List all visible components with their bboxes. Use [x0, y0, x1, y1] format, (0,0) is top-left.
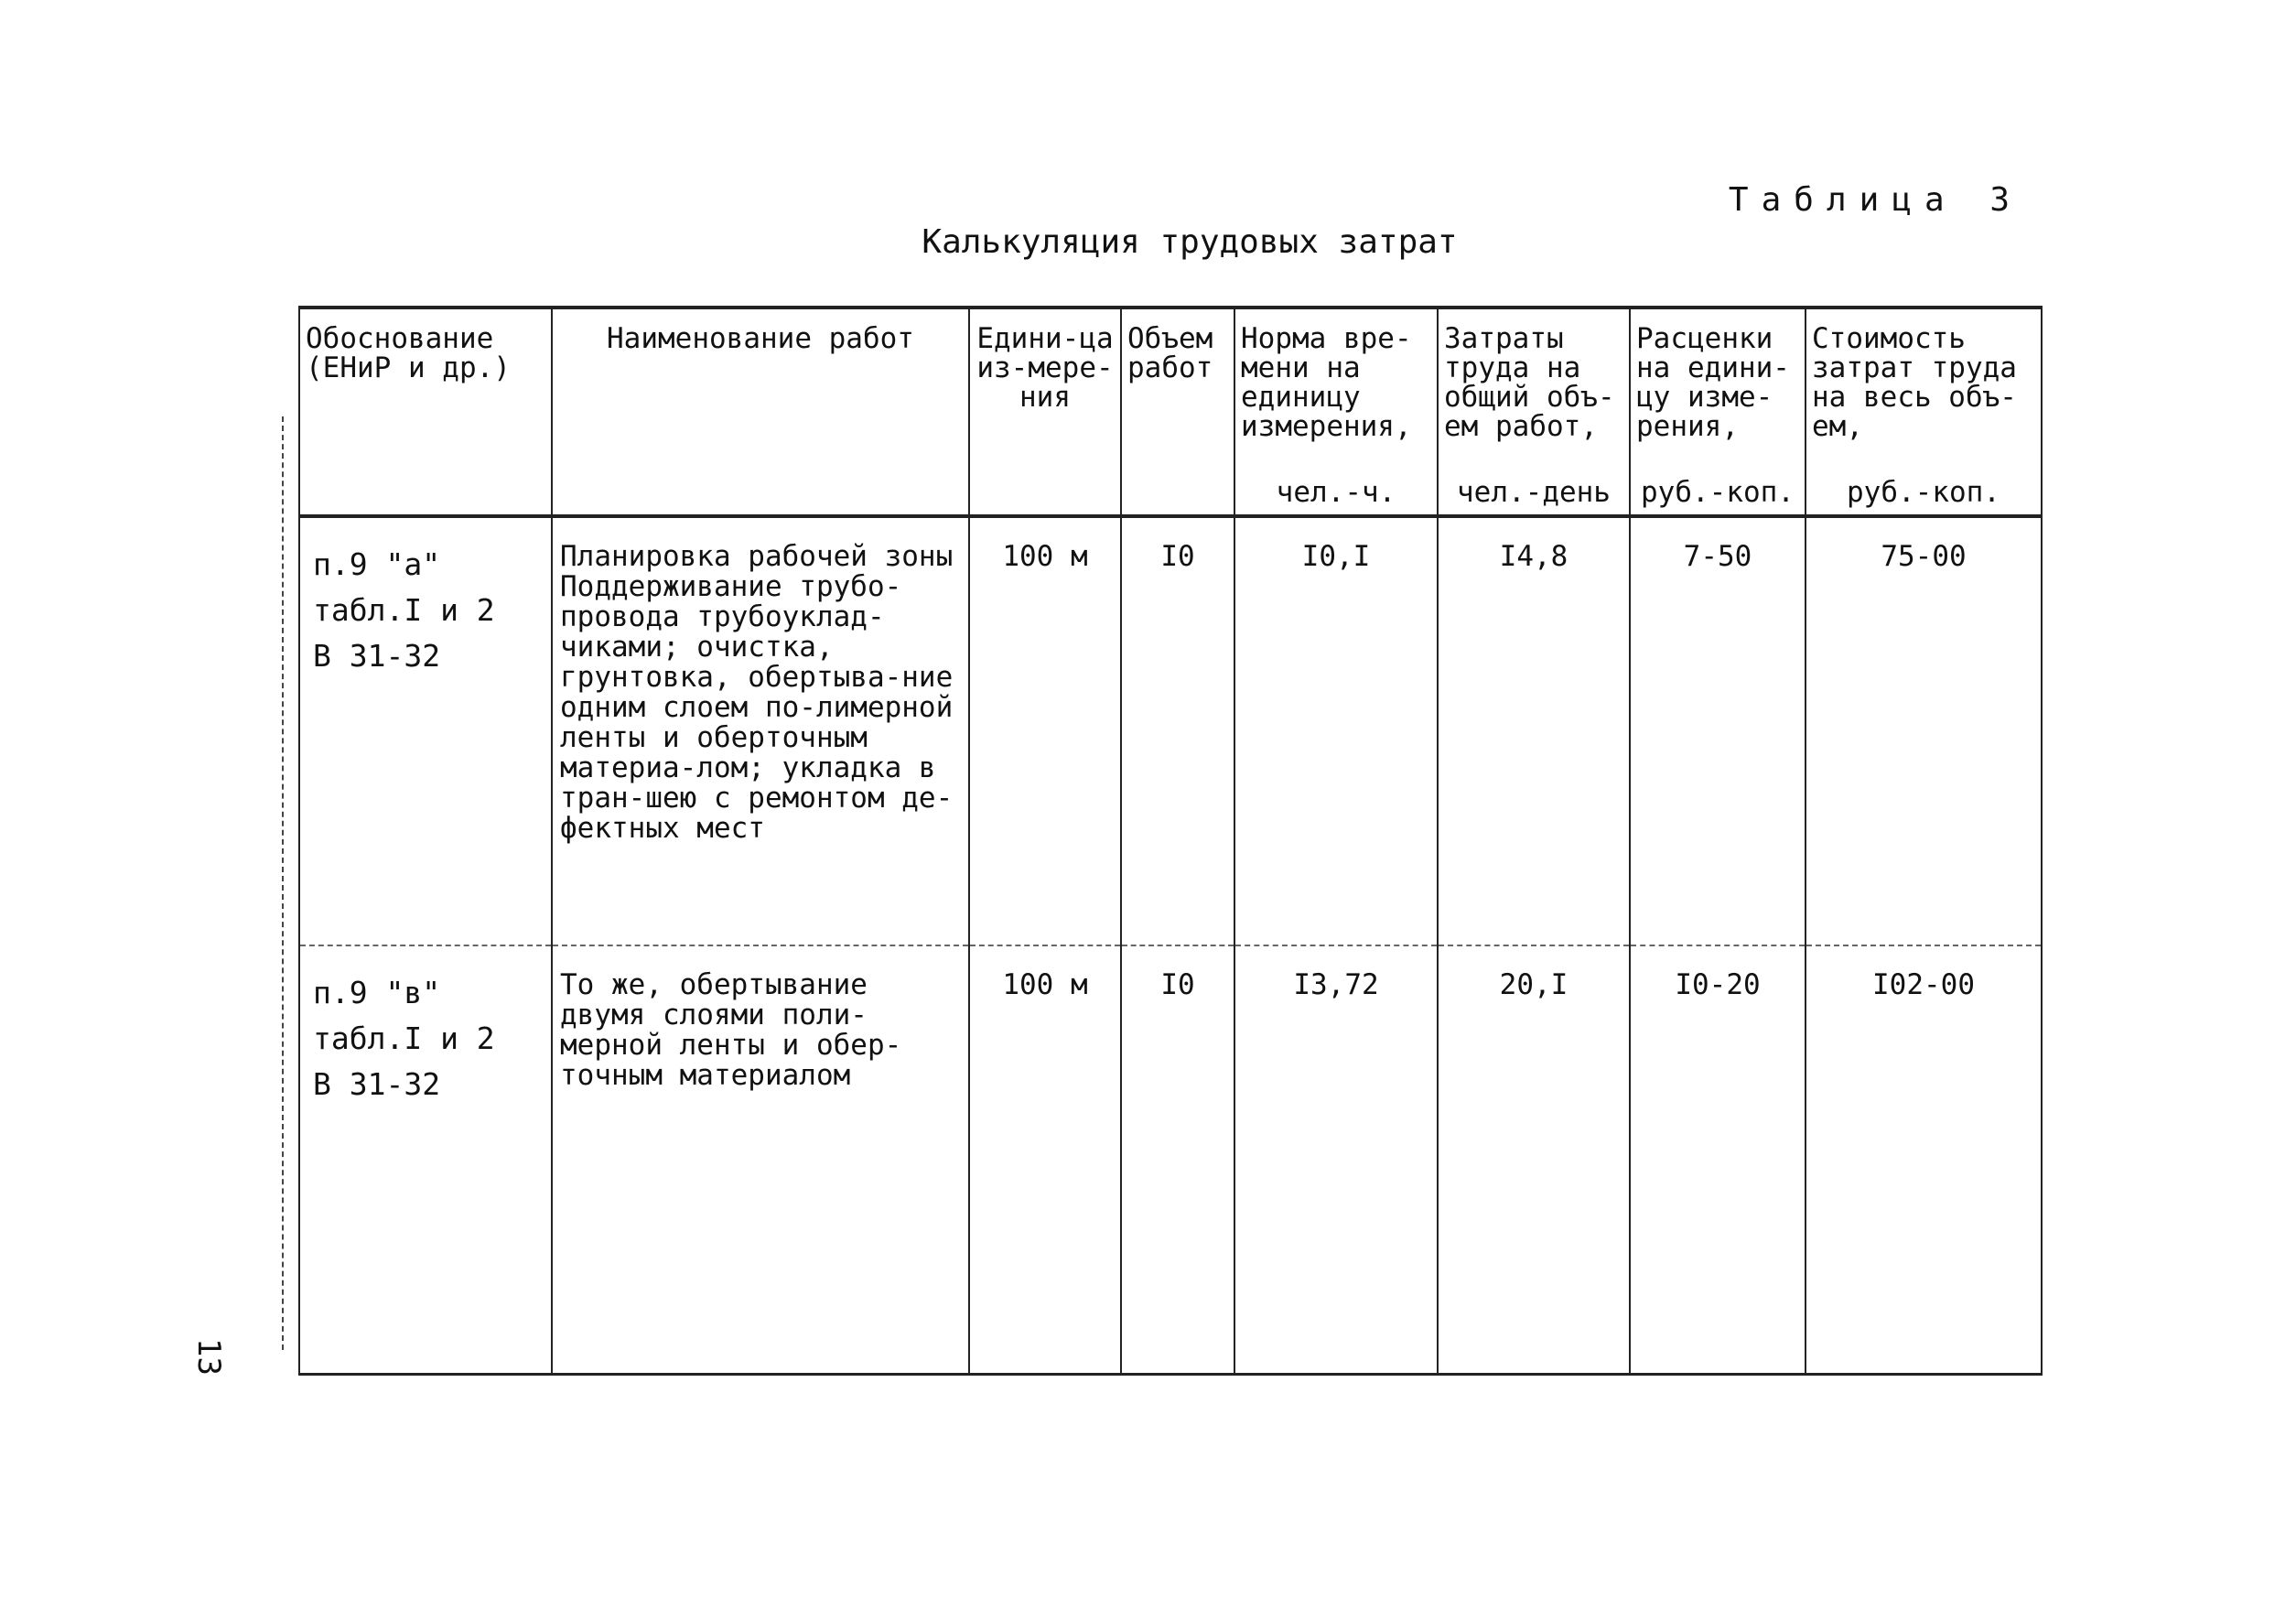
page-number: 13 — [190, 1338, 227, 1376]
cell-rate: I0-20 — [1630, 945, 1806, 1375]
cell-rate: 7-50 — [1630, 516, 1806, 945]
header-labor — [1438, 308, 1630, 516]
header-time-norm — [1234, 308, 1438, 516]
header-basis-text: Обоснование (ЕНиР и др.) — [306, 322, 511, 384]
header-unit-text: Едини-ца из-мере-ния — [976, 322, 1114, 414]
labor-cost-table — [298, 306, 2043, 1376]
cell-volume: I0 — [1121, 945, 1234, 1375]
table-label: Таблица 3 — [1728, 181, 2022, 219]
header-volume — [1121, 308, 1234, 516]
cell-work-name — [552, 945, 969, 1375]
header-rate-text: Расценки на едини-цу изме-рения, — [1636, 322, 1790, 443]
cell-volume: I0 — [1121, 516, 1234, 945]
header-volume-text: Объем работ — [1127, 322, 1213, 384]
margin-line — [282, 416, 284, 1350]
basis-line: табл.I и 2 — [313, 592, 495, 628]
cell-work-name — [552, 516, 969, 945]
document-title: Калькуляция трудовых затрат — [922, 223, 1458, 261]
header-basis — [299, 308, 552, 516]
cell-labor: I4,8 — [1438, 516, 1630, 945]
header-time-norm-unit: чел.-ч. — [1276, 476, 1396, 509]
header-labor-text: Затраты труда на общий объ-ем работ, — [1444, 322, 1615, 443]
basis-line: В 31-32 — [313, 1066, 441, 1102]
cell-cost: I02-00 — [1806, 945, 2042, 1375]
basis-line: табл.I и 2 — [313, 1020, 495, 1056]
cell-unit: 100 м — [969, 516, 1121, 945]
cell-time-norm: I0,I — [1234, 516, 1438, 945]
header-rate-unit: руб.-коп. — [1641, 476, 1795, 509]
header-unit — [969, 308, 1121, 516]
basis-line: п.9 "в" — [313, 975, 441, 1010]
header-work-name-text: Наименование работ — [607, 322, 914, 355]
header-labor-unit: чел.-день — [1457, 476, 1611, 509]
cell-basis — [299, 516, 552, 945]
header-cost — [1806, 308, 2042, 516]
cell-time-norm: I3,72 — [1234, 945, 1438, 1375]
cell-unit: 100 м — [969, 945, 1121, 1375]
work-line: Планировка рабочей зоны — [560, 540, 954, 573]
table-row — [299, 516, 2042, 945]
header-cost-unit: руб.-коп. — [1847, 476, 2000, 509]
cell-cost: 75-00 — [1806, 516, 2042, 945]
table-header-row — [299, 308, 2042, 516]
basis-line: п.9 "а" — [313, 546, 441, 582]
table-row — [299, 945, 2042, 1375]
header-rate — [1630, 308, 1806, 516]
header-work-name — [552, 308, 969, 516]
work-line: Поддерживание трубо-провода трубоуклад-чиками; очистка, грунтовка, обертыва-ние одним слоем по-лимерной ленты и оберточным материа-лом; укладка в тран-шею с ремонтом де-фектных мест — [560, 570, 954, 845]
cell-basis — [299, 945, 552, 1375]
header-time-norm-text: Норма вре-мени на единицу измерения, — [1241, 322, 1412, 443]
cell-labor: 20,I — [1438, 945, 1630, 1375]
basis-line: В 31-32 — [313, 638, 441, 674]
work-line: То же, обертывание двумя слоями поли-мерной ленты и обер-точным материалом — [560, 968, 902, 1092]
header-cost-text: Стоимость затрат труда на весь объ-ем, — [1812, 322, 2017, 443]
